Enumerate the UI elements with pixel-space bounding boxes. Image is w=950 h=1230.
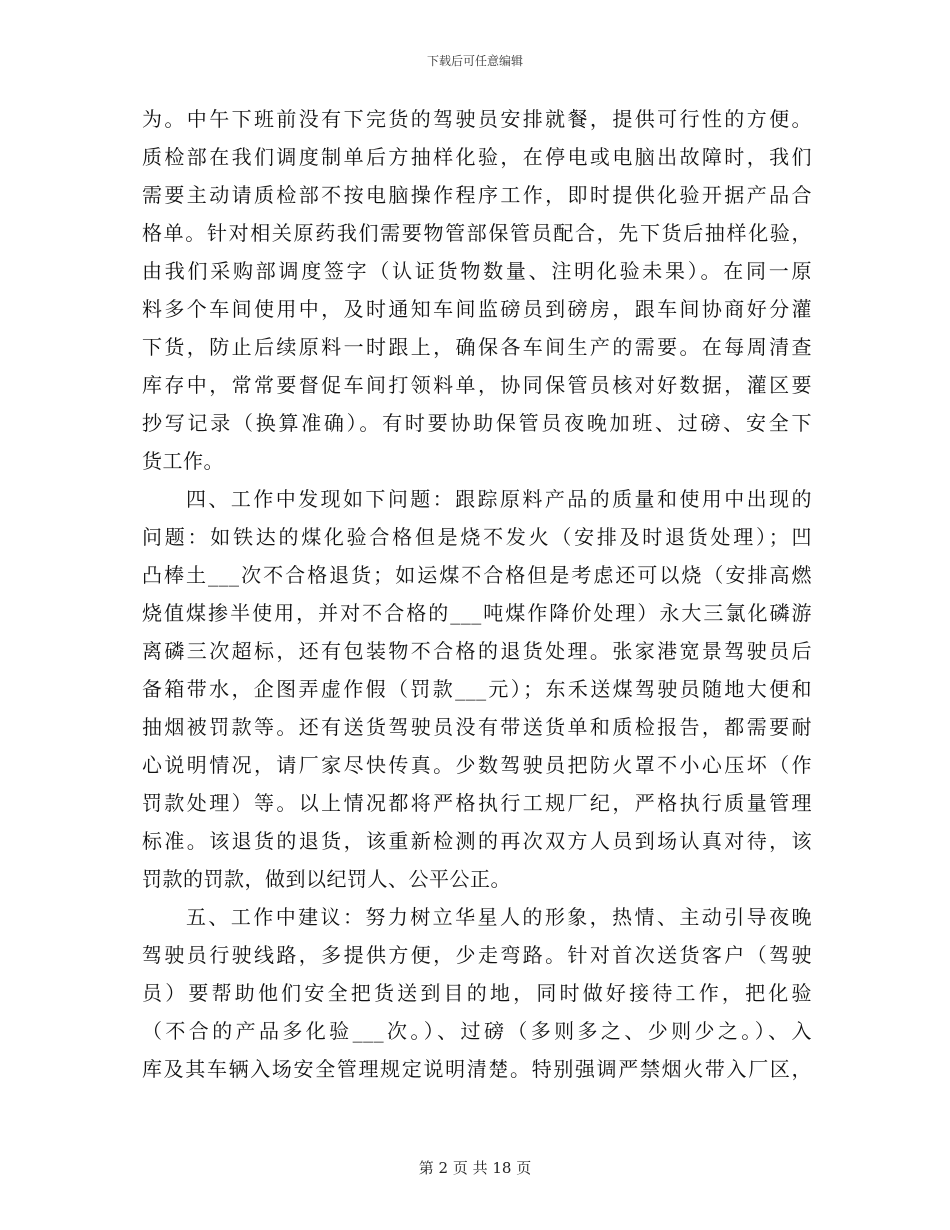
text-line: 罚款的罚款，做到以纪罚人、公平公正。 (142, 867, 511, 891)
section-four-heading-line: 四、工作中发现如下问题：跟踪原料产品的质量和使用中出现的 (186, 487, 812, 511)
text-line: 问题：如铁达的煤化验合格但是烧不发火（安排及时退货处理）；凹 (142, 525, 812, 549)
text-line: 烧值煤掺半使用，并对不合格的___吨煤作降价处理）永大三氯化磷游 (142, 601, 812, 625)
section-five-heading-line: 五、工作中建议：努力树立华星人的形象，热情、主动引导夜晚 (186, 905, 812, 929)
text-line: 标准。该退货的退货，该重新检测的再次双方人员到场认真对待，该 (142, 829, 812, 853)
text-line: 为。中午下班前没有下完货的驾驶员安排就餐，提供可行性的方便。 (142, 107, 812, 131)
page-header: 下载后可任意编辑 (426, 54, 523, 68)
text-line: 库存中，常常要督促车间打领料单，协同保管员核对好数据，灌区要 (142, 373, 812, 397)
text-line: 抽烟被罚款等。还有送货驾驶员没有带送货单和质检报告，都需要耐 (142, 715, 812, 739)
document-body (142, 100, 812, 1088)
text-line: 离磷三次超标，还有包装物不合格的退货处理。张家港宽景驾驶员后 (142, 639, 812, 663)
text-line: 格单。针对相关原药我们需要物管部保管员配合，先下货后抽样化验， (142, 221, 812, 245)
text-line: 料多个车间使用中，及时通知车间监磅员到磅房，跟车间协商好分灌 (142, 297, 812, 321)
text-line: 下货，防止后续原料一时跟上，确保各车间生产的需要。在每周清查 (142, 335, 812, 359)
text-line: 罚款处理）等。以上情况都将严格执行工规厂纪，严格执行质量管理 (142, 791, 812, 815)
text-line: 库及其车辆入场安全管理规定说明清楚。特别强调严禁烟火带入厂区， (142, 1057, 812, 1081)
text-line: 驾驶员行驶线路，多提供方便，少走弯路。针对首次送货客户（驾驶 (142, 943, 812, 967)
text-line: 凸棒土___次不合格退货；如运煤不合格但是考虑还可以烧（安排高燃 (142, 563, 812, 587)
text-line: 货工作。 (142, 449, 224, 473)
text-line: 心说明情况，请厂家尽快传真。少数驾驶员把防火罩不小心压坏（作 (142, 753, 812, 777)
text-line: 需要主动请质检部不按电脑操作程序工作，即时提供化验开据产品合 (142, 183, 812, 207)
text-line: 质检部在我们调度制单后方抽样化验，在停电或电脑出故障时，我们 (142, 145, 812, 169)
page-number: 第 2 页 共 18 页 (418, 1159, 532, 1177)
text-line: 员）要帮助他们安全把货送到目的地，同时做好接待工作，把化验 (142, 981, 812, 1005)
text-line: （不合的产品多化验___次。）、过磅（多则多之、少则少之。）、入 (142, 1019, 812, 1043)
text-line: 由我们采购部调度签字（认证货物数量、注明化验未果）。在同一原 (142, 259, 812, 283)
text-line: 抄写记录（换算准确）。有时要协助保管员夜晚加班、过磅、安全下 (142, 411, 812, 435)
text-line: 备箱带水，企图弄虚作假（罚款___元）；东禾送煤驾驶员随地大便和 (142, 677, 812, 701)
